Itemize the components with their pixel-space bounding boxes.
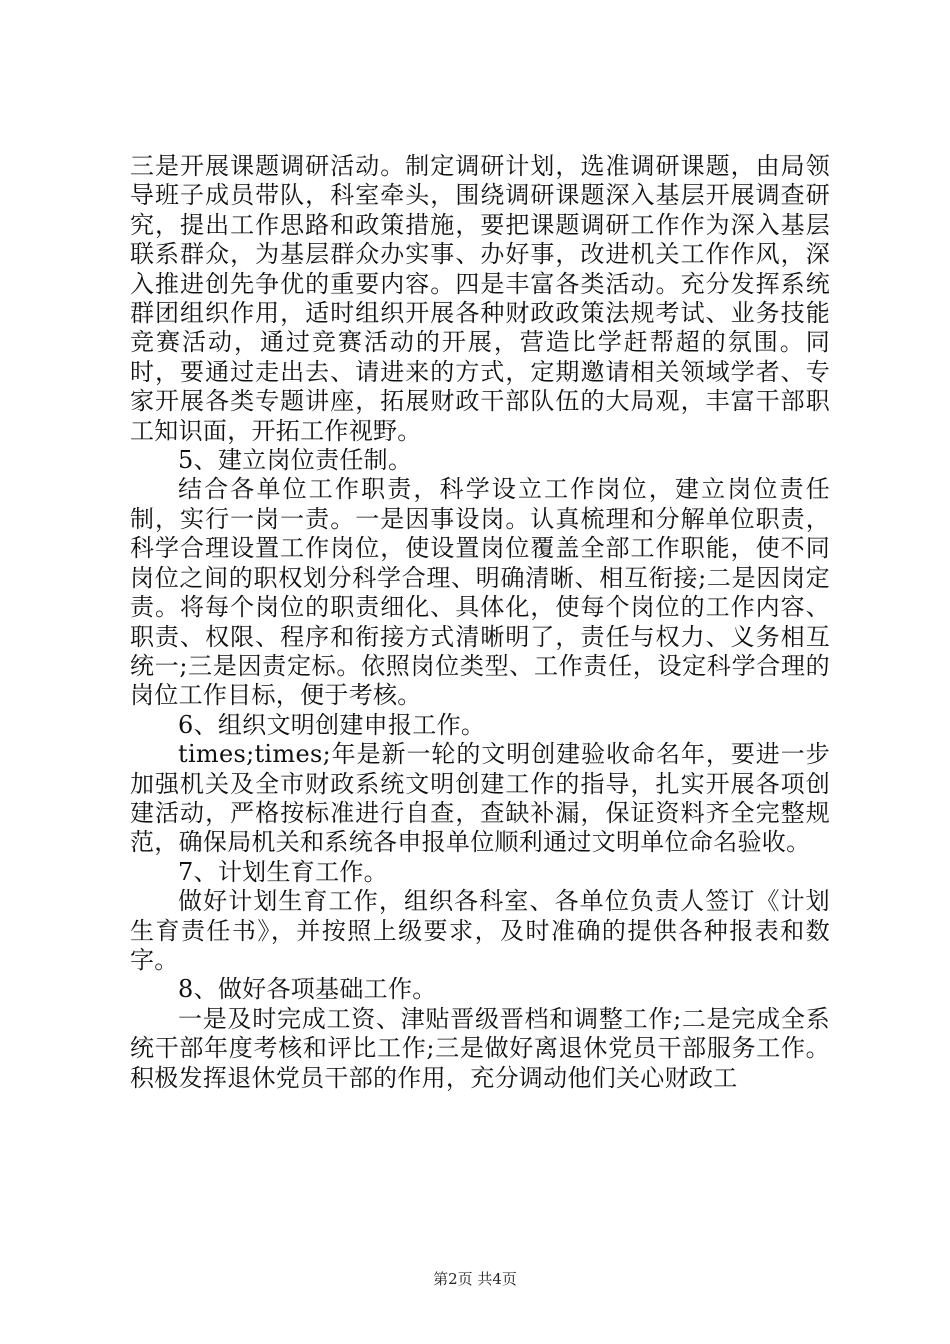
body-paragraph: 结合各单位工作职责，科学设立工作岗位，建立岗位责任制，实行一岗一责。一是因事设岗。认真梳理和分解单位职责，科学合理设置工作岗位，使设置岗位覆盖全部工作职能，使不同岗位之间的职权划分科学合理、明确清晰、相互衔接;二是因岗定责。将每个岗位的职责细化、具体化，使每个岗位的工作内容、职责、权限、程序和衔接方式清晰明了，责任与权力、义务相互统一;三是因责定标。依照岗位类型、工作责任，设定科学合理的岗位工作目标，便于考核。 — [130, 475, 830, 710]
body-paragraph: times;times;年是新一轮的文明创建验收命名年，要进一步加强机关及全市财政系统文明创建工作的指导，扎实开展各项创建活动，严格按标准进行自查，查缺补漏，保证资料齐全完整规范，确保局机关和系统各申报单位顺利通过文明单位命名验收。 — [130, 740, 830, 857]
body-paragraph: 做好计划生育工作，组织各科室、各单位负责人签订《计划生育责任书》，并按照上级要求，及时准确的提供各种报表和数字。 — [130, 887, 830, 974]
section-heading: 7、计划生育工作。 — [178, 857, 388, 886]
body-paragraph: 一是及时完成工资、津贴晋级晋档和调整工作;二是完成全系统干部年度考核和评比工作;三是做好离退休党员干部服务工作。积极发挥退休党员干部的作用，充分调动他们关心财政工 — [130, 1004, 830, 1092]
body-paragraph: 三是开展课题调研活动。制定调研计划，选准调研课题，由局领导班子成员带队，科室牵头，围绕调研课题深入基层开展调查研究，提出工作思路和政策措施，要把课题调研工作作为深入基层联系群众，为基层群众办实事、办好事，改进机关工作作风，深入推进创先争优的重要内容。四是丰富各类活动。充分发挥系统群团组织作用，适时组织开展各种财政政策法规考试、业务技能竞赛活动，通过竞赛活动的开展，营造比学赶帮超的氛围。同时，要通过走出去、请进来的方式，定期邀请相关领域学者、专家开展各类专题讲座，拓展财政干部队伍的大局观，丰富干部职工知识面，开拓工作视野。 — [130, 152, 830, 445]
section-heading: 8、做好各项基础工作。 — [178, 975, 437, 1004]
document-body — [130, 152, 830, 1093]
section-heading: 5、建立岗位责任制。 — [178, 446, 413, 475]
section-heading: 6、组织文明创建申报工作。 — [178, 710, 486, 739]
page-number-footer: 第2页 共4页 — [433, 1270, 517, 1288]
